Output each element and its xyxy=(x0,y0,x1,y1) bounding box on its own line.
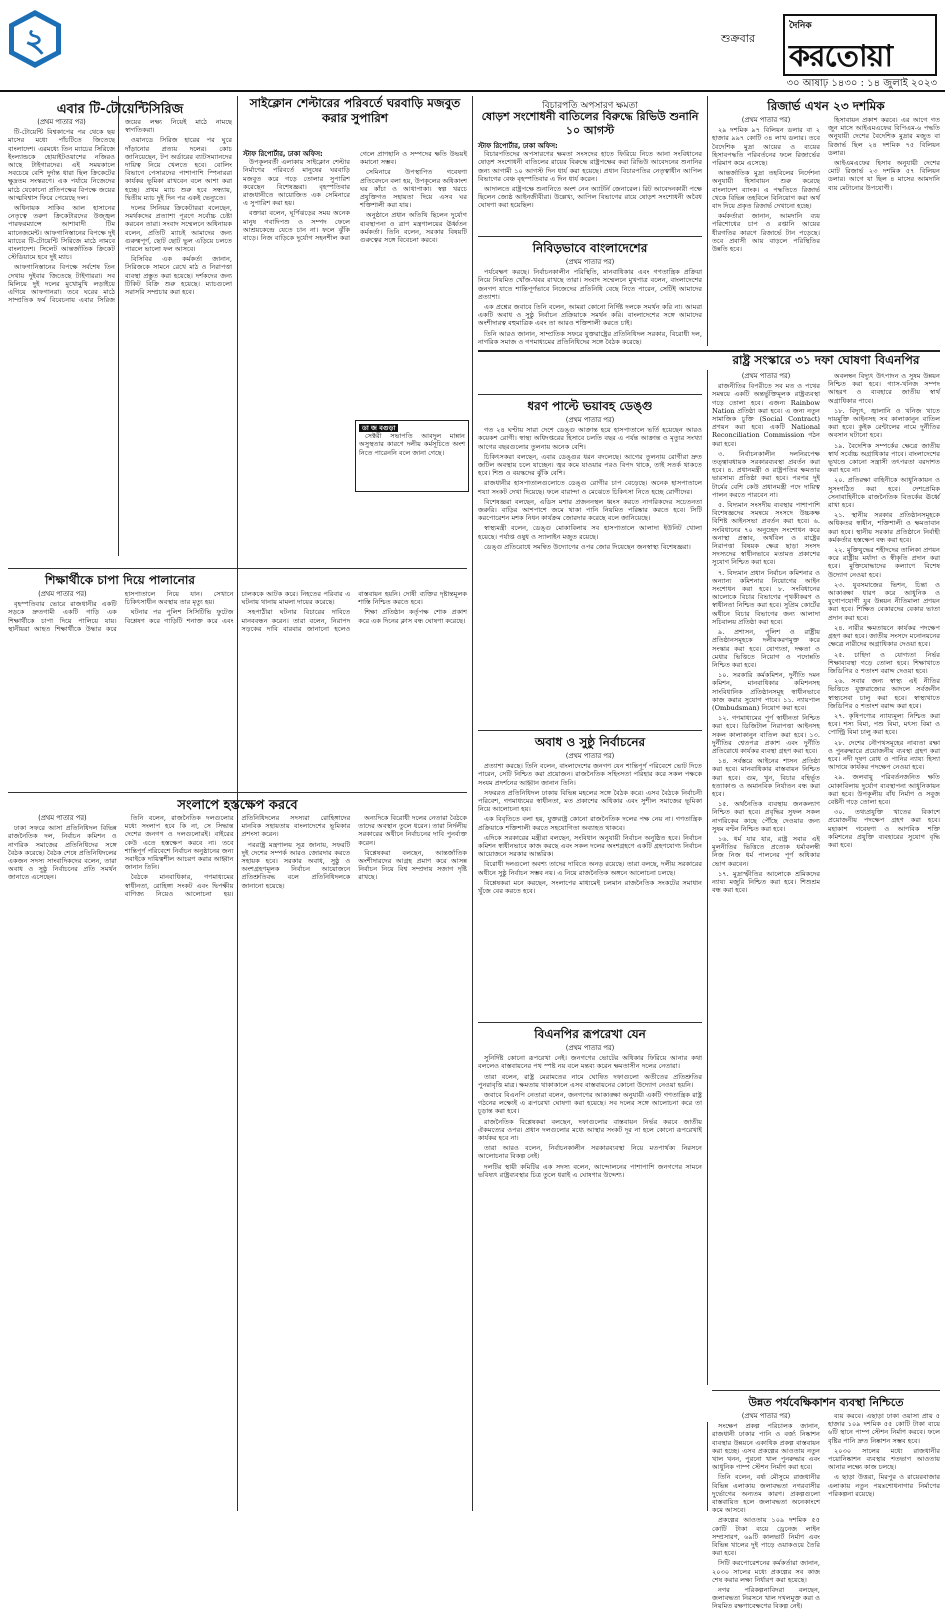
reform-paragraph: ১৪. সর্বস্তরে আইনের শাসন প্রতিষ্ঠা করা হবে। মানবাধিকার বাস্তবায়ন নিশ্চিত করা হবে। গুম, খুন, বিচার বহির্ভূত হত্যাকাণ্ড ও অমানবিক নির্যাতন বন্ধ করা হবে। xyxy=(712,757,820,798)
reserve-paragraph: হিসাবায়ন প্রকাশ করবে। এর আগে গত জুন মাসে আইএমএফের বিপিএম-৬ পদ্ধতি অনুযায়ী দেশের বৈদেশিক মুদ্রার মজুত বা রিজার্ভ ছিল ২৪ দশমিক ৭৫ বিলিয়ন ডলার। xyxy=(828,116,940,157)
reserve-continued: (প্রথম পাতার পর) xyxy=(741,116,791,124)
bogura-box xyxy=(355,420,469,492)
t20-paragraph: টি-টোয়েন্টি বিশ্বকাপের পর থেকে ছয় মাসের মধ্যে পাঁচটিতে জিতেছে বাংলাদেশ। এরমধ্যে তিন ম্যাচের সিরিজে ইংল্যান্ডকে হোয়াইটওয়াশের নজিরও আছে টাইগারদের। এই সময়কালে সবচেয়ে বেশি দুর্দান্ত ধারা ছিল ক্রিকেটের ক্ষুদ্রতম সংস্করণে। এক পর্যায়ে নিজেদের মাঠে যেকোনো প্রতিপক্ষের বিপক্ষে জয়ের আত্মবিশ্বাস ফিরে পেয়েছে দল। xyxy=(8,128,115,202)
reform-paragraph: ১৫. অর্থনৈতিক ব্যবস্থায় জনকল্যাণ নিশ্চিত করা হবে। প্রবৃদ্ধির সুফল সকল নাগরিকের কাছে পৌঁছে দেওয়ার জন্য সুষম বণ্টন নিশ্চিত করা হবে। xyxy=(712,800,820,833)
t20-paragraph: ওয়ানডে সিরিজ হারের পর ঘুরে দাঁড়ানোর প্রত্যয় দলের। কোচ জানিয়েছেন, টপ অর্ডারের ব্যাটসম্যানদের দায়িত্ব নিয়ে খেলতে হবে। বোলিং বিভাগে পেসারদের পাশাপাশি স্পিনাররা কার্যকর ভূমিকা রাখবেন বলে আশা করা হচ্ছে। প্রথম ম্যাচ শুরু হবে সন্ধ্যায়, দ্বিতীয় ম্যাচ দুই দিন পর একই ভেন্যুতে। xyxy=(125,136,232,202)
dengue-paragraph: গত ২৪ ঘণ্টায় সারা দেশে ডেঙ্গু আক্রান্ত হয়ে হাসপাতালে ভর্তি হয়েছেন আরও কয়েকশ রোগী। স্বাস্থ্য অধিদপ্তরের হিসাবে চলতি বছর এ পর্যন্ত আক্রান্ত ও মৃত্যুর সংখ্যা আগের বছরগুলোর তুলনায় অনেক বেশি। xyxy=(478,426,702,451)
t20-paragraph: আফগানিস্তানের বিপক্ষে সর্বশেষ তিন দেখায় দুইবার জিতেছে টাইগাররা। সব মিলিয়ে দুই দলের মুখোমুখি লড়াইয়ে এগিয়ে আফগানরা। তবে ঘরের মাঠে সাম্প্রতিক ফর্ম বিবেচনায় এবার সিরিজ জয়ের লক্ষ্য নিয়েই মাঠে নামছে স্বাগতিকরা। xyxy=(8,118,232,305)
dengue-paragraph: চিকিৎসকরা বলছেন, এবার ডেঙ্গুর ধরন বদলেছে। আগের তুলনায় রোগীরা দ্রুত জটিল অবস্থায় চলে যাচ্ছেন। জ্বর কমে যাওয়ার পরও বিপদ থাকে, তাই সতর্ক থাকতে হবে। শিশু ও বয়স্কদের ঝুঁকি বেশি। xyxy=(478,452,702,478)
bogura-text: সেক্টরী সভাপতি আবদুল মান্নান অসুস্থতার কারণে দলীয় কর্মসূচিতে অংশ নিতে পারেননি বলে জানা গেছে। xyxy=(359,432,465,457)
page-number: ২ xyxy=(24,21,46,59)
election-paragraph: এক বিবৃতিতে বলা হয়, যুক্তরাষ্ট্র কোনো রাজনৈতিক দলের পক্ষ নেয় না। গণতান্ত্রিক প্রক্রিয়াকে শক্তিশালী করতে সহযোগিতা অব্যাহত থাকবে। xyxy=(478,815,702,832)
reform-paragraph: ১৭. মুদ্রাস্ফীতির আলোকে শ্রমিকদের ন্যায্য মজুরি নিশ্চিত করা হবে। শিশুশ্রম বন্ধ করা হবে। xyxy=(712,869,820,895)
bnp-continued: (প্রথম পাতার পর) xyxy=(565,1044,615,1052)
dialogue-paragraph: বিশ্লেষকরা বলছেন, আন্তর্জাতিক অংশীদারদের আগ্রহ প্রমাণ করে আসন্ন নির্বাচন নিয়ে বিশ্ব সম্প্রদায় সজাগ দৃষ্টি রাখছে। xyxy=(358,848,467,882)
tourism-headline: উন্নত পর্যবেক্ষিকাশন ব্যবস্থা নিশ্চিতে xyxy=(748,1396,904,1409)
judiciary-article xyxy=(478,142,702,232)
dialogue-paragraph: ঢাকা সফরে আসা প্রতিনিধিদল বিভিন্ন রাজনৈতিক দল, নির্বাচন কমিশন ও নাগরিক সমাজের প্রতিনিধিদের সঙ্গে বৈঠক করেছে। বৈঠক শেষে প্রতিনিধিদলের একজন সদস্য সাংবাদিকদের বলেন, তারা অবাধ ও সুষ্ঠু নির্বাচনের প্রতি সমর্থন জানাতে এসেছেন। xyxy=(8,824,117,882)
student-paragraph: বৃহস্পতিবার ভোরে রাজধানীর একটি সড়কে দ্রুতগামী একটি গাড়ি এক শিক্ষার্থীকে চাপা দিয়ে পালিয়ে যায়। স্থানীয়রা আহত শিক্ষার্থীকে উদ্ধার করে হাসপাতালে নিয়ে যান। সেখানে চিকিৎসাধীন অবস্থায় তার মৃত্যু হয়। xyxy=(8,590,234,633)
reform-continued: (প্রথম পাতার পর) xyxy=(741,372,791,380)
bnp-article xyxy=(478,1044,702,1511)
column-divider xyxy=(707,370,708,1385)
reform-paragraph: ৭. বিদ্যমান প্রধান নির্বাচন কমিশনার ও অন্যান্য কমিশনার নিয়োগের আইন সংশোধন করা হবে। ৮. সংবিধানের আলোকে বিচার বিভাগের পৃথকীকরণ ও স্বাধীনতা নিশ্চিত করা হবে। সুপ্রিম কোর্টের অধীনে বিচার বিভাগের জন্য আলাদা সচিবালয় প্রতিষ্ঠা করা হবে। xyxy=(712,568,820,626)
election-article xyxy=(478,752,702,1014)
reform-article xyxy=(712,372,820,1384)
reform-article-cont xyxy=(828,372,940,1384)
bnp-paragraph: জবাবে বিএনপি নেতারা বলেন, জনগণের আকাঙ্ক্ষা অনুযায়ী একটি গণতান্ত্রিক রাষ্ট্র গঠনের লক্ষ্যেই এ রূপরেখা ঘোষণা করা হয়েছে। সব দলের সঙ্গে আলোচনা করে তা চূড়ান্ত করা হবে। xyxy=(478,1091,702,1116)
day-label: শুক্রবার xyxy=(720,32,755,45)
column-divider xyxy=(707,1422,708,1511)
reform-paragraph: ২৮. দেশের নৌপথসমূহের নাব্যতা রক্ষা ও পুনরুদ্ধারে প্রয়োজনীয় ব্যবস্থা গ্রহণ করা হবে। নদী দূষণ রোধ ও পানির ন্যায্য হিস্যা আদায়ে কার্যকর পদক্ষেপ নেওয়া হবে। xyxy=(828,738,940,772)
tourism-paragraph: ২০৩০ সালের মধ্যে রাজধানীর পয়োনিষ্কাশন ব্যবস্থার শতভাগ আওতায় আনার লক্ষ্যে কাজ চলছে। xyxy=(828,1446,940,1472)
reform-paragraph: ২৫. চাহিদা ও যোগ্যতা নির্ভর শিক্ষাব্যবস্থা গড়ে তোলা হবে। শিক্ষাখাতে জিডিপির ৫ শতাংশ বরাদ্দ দেওয়া হবে। xyxy=(828,650,940,675)
reserve-article-cont xyxy=(828,116,940,344)
reform-paragraph: ২১. স্থানীয় সরকার প্রতিষ্ঠানসমূহকে অধিকতর স্বাধীন, শক্তিশালী ও ক্ষমতাবান করা হবে। স্থানীয় সরকার প্রতিষ্ঠানে নির্বাহী কর্মকর্তার হস্তক্ষেপ বন্ধ করা হবে। xyxy=(828,511,940,544)
reform-paragraph: ২৭. কৃষিপণ্যের ন্যায্যমূল্য নিশ্চিত করা হবে। শস্য বিমা, পশু বিমা, মৎস্য বিমা ও পোল্ট্রি বিমা চালু করা হবে। xyxy=(828,711,940,737)
section-rule xyxy=(8,792,467,793)
t20-paragraph: অধিনায়ক সাকিব আল হাসানের নেতৃত্বে তরুণ ক্রিকেটারদের উজ্জ্বল পারফরম্যান্সে আশাবাদী টিম ম্যানেজমেন্ট। আফগানিস্তানের বিপক্ষে দুই ম্যাচের টি-টোয়েন্টি সিরিজে মাঠে নামবে বাংলাদেশ। সিলেট আন্তর্জাতিক ক্রিকেট স্টেডিয়ামে হবে দুই ম্যাচ। xyxy=(8,204,115,262)
reform-paragraph: ১০. সরকারি কর্মকমিশন, দুর্নীতি দমন কমিশন, মানবাধিকার কমিশনসহ সাংবিধানিক প্রতিষ্ঠানসমূহ স্বাধীনভাবে কাজ করার সুযোগ পাবে। ১১. ন্যায়পাল (Ombudsman) নিয়োগ করা হবে। xyxy=(712,671,820,712)
dialogue-headline: সংলাপে হস্তক্ষেপ করবে xyxy=(177,798,298,813)
tourism-article xyxy=(712,1412,820,1611)
section-rule xyxy=(478,1022,702,1023)
t20-article xyxy=(8,118,232,558)
dialogue-paragraph: পররাষ্ট্র মন্ত্রণালয় সূত্র জানায়, সফরটি দুই দেশের সম্পর্ক আরও জোরদার করতে সহায়ক হবে। সরকার অবাধ, সুষ্ঠু ও অংশগ্রহণমূলক নির্বাচন আয়োজনে প্রতিশ্রুতিবদ্ধ বলে প্রতিনিধিদলকে জানানো হয়েছে। xyxy=(241,840,351,890)
tourism-continued: (প্রথম পাতার পর) xyxy=(741,1412,791,1420)
column-divider xyxy=(707,96,708,346)
reform-headline: রাষ্ট্র সংস্কারে ৩১ দফা ঘোষণা বিএনপির xyxy=(732,353,920,367)
election-paragraph: প্রত্যাশা করছে। তিনি বলেন, বাংলাদেশের জনগণ যেন শান্তিপূর্ণ পরিবেশে ভোট দিতে পারেন, সেটি নিশ্চিত করা প্রয়োজন। রাজনৈতিক সহিংসতা পরিহার করে সকল পক্ষকে সংযম প্রদর্শনের আহ্বান জানান তিনি। xyxy=(478,762,702,787)
reform-paragraph: ২৬. সবার জন্য স্বাস্থ্য এই নীতির ভিত্তিতে যুক্তরাজ্যের আদলে সর্বজনীন স্বাস্থ্যসেবা চালু করা হবে। স্বাস্থ্যখাতে জিডিপির ৫ শতাংশ বরাদ্দ করা হবে। xyxy=(828,677,940,710)
bnp-paragraph: তারা বলেন, রাষ্ট্র মেরামতের নামে ঘোষিত দফাগুলো অতীতের প্রতিশ্রুতির পুনরাবৃত্তি মাত্র। ক্ষমতায় থাকাকালে এসব বাস্তবায়নের কোনো উদ্যোগ নেওয়া হয়নি। xyxy=(478,1072,702,1089)
dengue-paragraph: বিশেষজ্ঞরা বলছেন, এডিস মশার প্রজননস্থল ধ্বংস করতে নাগরিকদের সচেতনতা জরুরি। বাড়ির আশপাশে জমে থাকা পানি নিয়মিত পরিষ্কার করতে হবে। সিটি করপোরেশন মশক নিধন কার্যক্রম জোরদার করেছে বলে জানিয়েছে। xyxy=(478,497,702,523)
reform-paragraph: ৩০. তথ্যপ্রযুক্তি খাতের বিকাশে প্রয়োজনীয় পদক্ষেপ গ্রহণ করা হবে। মহাকাশ গবেষণা ও আণবিক শক্তি কমিশনের প্রযুক্তি ব্যবহারের সুযোগ বৃদ্ধি করা হবে। xyxy=(828,808,940,849)
judiciary-paragraph: আদালতে রাষ্ট্রপক্ষে শুনানিতে অংশ নেন অ্যাটর্নি জেনারেল। রিট আবেদনকারী পক্ষে ছিলেন জ্যেষ্ঠ আইনজীবীরা। উল্লেখ্য, আপিল বিভাগের রায়ে ষোড়শ সংশোধনী অবৈধ ঘোষণা করা হয়েছিল। xyxy=(478,185,702,210)
dialogue-continued: (প্রথম পাতার পর) xyxy=(38,814,87,822)
paper-logo xyxy=(783,14,937,76)
reform-paragraph: ২৯. জলবায়ু পরিবর্তনজনিত ক্ষতি মোকাবিলায় দুর্যোগ ব্যবস্থাপনা আধুনিকায়ন করা হবে। উপকূলীয় বাঁধ নির্মাণ ও সবুজ বেষ্টনী গড়ে তোলা হবে। xyxy=(828,773,940,806)
bangladesh-paragraph: পর্যবেক্ষণ করছে। নির্বাচনকালীন পরিস্থিতি, মানবাধিকার এবং গণতান্ত্রিক প্রক্রিয়া নিয়ে নিয়মিত খোঁজ-খবর রাখছে তারা। সংবাদ সম্মেলনে মুখপাত্র বলেন, বাংলাদেশের জনগণ যাতে শান্তিপূর্ণভাবে নিজেদের প্রতিনিধি বেছে নিতে পারেন, সেটিই আমাদের প্রত্যাশা। xyxy=(478,268,702,301)
election-paragraph: বিরোধী দলগুলো অবশ্য তাদের দাবিতে অনড় রয়েছে। তারা বলছে, দলীয় সরকারের অধীনে সুষ্ঠু নির্বাচন সম্ভব নয়। এ নিয়ে রাজনৈতিক অঙ্গনে আলোচনা চলছে। xyxy=(478,860,702,877)
paper-name: করতোয়া xyxy=(789,39,893,74)
page-number-badge xyxy=(4,8,66,70)
reserve-paragraph: আন্তর্জাতিক মুদ্রা তহবিলের নির্দেশনা অনুযায়ী হিসাবায়ন শুরু করেছে বাংলাদেশ ব্যাংক। এ পদ্ধতিতে রিজার্ভ থেকে বিভিন্ন তহবিলে বিনিয়োগ করা অর্থ বাদ দিয়ে প্রকৃত রিজার্ভ দেখানো হচ্ছে। xyxy=(712,169,820,211)
student-headline: শিক্ষার্থীকে চাপা দিয়ে পালানোর xyxy=(44,573,195,587)
judiciary-paragraph: বিচারপতিদের অপসারণের ক্ষমতা সংসদের হাতে ফিরিয়ে নিতে আনা সংবিধানের ষোড়শ সংশোধনী বাতিলের রায়ের বিরুদ্ধে রাষ্ট্রপক্ষের করা রিভিউ আবেদনের শুনানির জন্য আগামী ১০ আগস্ট দিন ধার্য করা হয়েছে। প্রধান বিচারপতির নেতৃত্বাধীন আপিল বিভাগের বেঞ্চ বৃহস্পতিবার এ দিন ধার্য করেন। xyxy=(478,150,702,183)
judiciary-headline: ষোড়শ সংশোধনী বাতিলের বিরুদ্ধে রিভিউ শুনানি ১০ আগস্ট xyxy=(481,110,699,137)
bnp-paragraph: সুনির্দিষ্ট কোনো রূপরেখা নেই। জনগণের ভোটের অধিকার ফিরিয়ে আনার কথা বললেও বাস্তবায়নের পথ স্পষ্ট নয় বলে মন্তব্য করেন ক্ষমতাসীন দলের নেতারা। xyxy=(478,1054,702,1071)
tourism-paragraph: প্রকল্পের আওতায় ১০৯ দশমিক ৫৫ কোটি টাকা ব্যয়ে ড্রেনেজ লাইন সম্প্রসারণ, ৬৯টি কালভার্ট নির্মাণ এবং বিভিন্ন খালের দুই পাড়ে ওয়াকওয়ে তৈরি করা হবে। xyxy=(712,1516,820,1558)
cyclone-paragraph: বক্তারা বলেন, ঘূর্ণিঝড়ের সময় অনেক মানুষ গবাদিপশু ও সম্পদ ফেলে আশ্রয়কেন্দ্রে যেতে চান না। ফলে ঝুঁকি বাড়ে। নিজ বাড়িকে দুর্যোগ সহনশীল করা গেলে প্রাণহানি ও সম্পদের ক্ষতি উভয়ই কমানো সম্ভব। xyxy=(243,150,467,243)
judiciary-byline: স্টাফ রিপোর্টার, ঢাকা অফিস: xyxy=(478,142,558,150)
masthead-rule xyxy=(0,90,945,92)
tourism-paragraph: ব্যয় করবে। এছাড়া ঢাকা ওয়াসা প্রায় ৫ হাজার ১০৯ দশমিক ৫৫ কোটি টাকা ব্যয়ে ৬টি স্থানে পাম্প স্টেশন নির্মাণ করবে। ফলে বৃষ্টির পানি দ্রুত নিষ্কাশন সম্ভব হবে। xyxy=(828,1412,940,1445)
election-headline: অবাধ ও সুষ্ঠু নির্বাচনের xyxy=(534,735,646,749)
column-divider xyxy=(472,96,473,1511)
dialogue-paragraph: বৈঠকে মানবাধিকার, গণমাধ্যমের স্বাধীনতা, রোহিঙ্গা সংকট এবং দ্বিপক্ষীয় বাণিজ্য নিয়েও আলোচনা হয়। প্রতিনিধিদলের সদস্যরা রোহিঙ্গাদের মানবিক সহায়তায় বাংলাদেশের ভূমিকার প্রশংসা করেন। xyxy=(124,814,351,898)
cyclone-headline: সাইক্লোন শেল্টারের পরিবর্তে ঘরবাড়ি মজবুত করার সুপারিশ xyxy=(249,96,461,125)
masthead xyxy=(0,0,945,88)
t20-continued: (প্রথম পাতার পর) xyxy=(37,118,86,126)
reform-paragraph: ১২. গণমাধ্যমের পূর্ণ স্বাধীনতা নিশ্চিত করা হবে। ডিজিটাল নিরাপত্তা আইনসহ সকল কালাকানুন বাতিল করা হবে। ১৩. দুর্নীতির শ্বেতপত্র প্রকাশ এবং দুর্নীতি প্রতিরোধে কার্যকর ব্যবস্থা গ্রহণ করা হবে। xyxy=(712,714,820,755)
reserve-paragraph: কর্মকর্তারা জানান, আমদানি ব্যয় পরিশোধের চাপ ও রপ্তানি আয়ের ধীরগতির কারণে রিজার্ভে টান পড়েছে। তবে প্রবাসী আয় বাড়লে পরিস্থিতির উন্নতি হবে। xyxy=(712,212,820,254)
section-rule xyxy=(478,730,702,731)
bnp-paragraph: তারা আরও বলেন, নির্বাচনকালীন সরকারব্যবস্থা নিয়ে মতপার্থক্য নিরসনে আলোচনার বিকল্প নেই। xyxy=(478,1144,702,1161)
section-rule xyxy=(478,394,702,395)
cyclone-paragraph: উপকূলবর্তী এলাকায় সাইক্লোন শেল্টার নির্মাণের পরিবর্তে মানুষের ঘরবাড়ি মজবুত করে গড়ে তোলার সুপারিশ করেছেন বিশেষজ্ঞরা। বৃহস্পতিবার রাজধানীতে আয়োজিত এক সেমিনারে এ সুপারিশ করা হয়। xyxy=(243,158,350,208)
bnp-paragraph: রাজনৈতিক বিশ্লেষকরা বলছেন, দফাগুলোর বাস্তবায়ন নির্ভর করবে জাতীয় ঐকমত্যের ওপর। প্রধান দলগুলোর মধ্যে আস্থার সংকট দূর না হলে কোনো রূপরেখাই কার্যকর হবে না। xyxy=(478,1117,702,1143)
tourism-paragraph: সংক্ষেপ প্রকল্প পরিচালক জানান, রাজধানী ঢাকার পানি ও বর্জ্য নিষ্কাশন ব্যবস্থার উন্নয়নে একাধিক প্রকল্প বাস্তবায়ন করা হচ্ছে। এসব প্রকল্পের আওতায় নতুন খাল খনন, পুরনো খাল পুনরুদ্ধার এবং আধুনিক পাম্প স্টেশন নির্মাণ করা হবে। xyxy=(712,1422,820,1472)
election-continued: (প্রথম পাতার পর) xyxy=(565,752,615,760)
tourism-paragraph: নগর পরিকল্পনাবিদরা বলছেন, জলাবদ্ধতা নিরসনে খাল দখলমুক্ত করা ও নিয়মিত রক্ষণাবেক্ষণের বিকল্প নেই। xyxy=(712,1586,820,1611)
reform-paragraph: রাজনীতির বিপরীতে সব মত ও পথের সমন্বয়ে একটি অন্তর্ভুক্তিমূলক রাষ্ট্রব্যবস্থা গড়ে তোলা হবে। এজন্য Rainbow Nation প্রতিষ্ঠা করা হবে। এ জন্য নতুন সামাজিক চুক্তি (Social Contract) প্রণয়ন করা হবে। একটি National Reconciliation Commission গঠন করা হবে। xyxy=(712,382,820,448)
bnp-paragraph: দলটির স্থায়ী কমিটির এক সদস্য বলেন, আন্দোলনের পাশাপাশি জনগণের সামনে ভবিষ্যৎ রাষ্ট্রব্যবস্থার চিত্র তুলে ধরাই এ ঘোষণার উদ্দেশ্য। xyxy=(478,1162,702,1179)
reserve-paragraph: ২৯ দশমিক ৯৭ বিলিয়ন ডলার বা ২ হাজার ৯৯৭ কোটি ৩৪ লাখ ডলার। তবে বৈদেশিক মুদ্রা আয়ের ও ব্যয়ের হিসাবপদ্ধতি পরিবর্তনের ফলে রিজার্ভের পরিমাণ কমে এসেছে। xyxy=(712,126,820,168)
dengue-paragraph: রাজধানীর হাসপাতালগুলোতে ডেঙ্গু রোগীর চাপ বেড়েছে। অনেক হাসপাতালে শয্যা সংকট দেখা দিয়েছে। ফলে বারান্দা ও মেঝেতে চিকিৎসা নিতে হচ্ছে রোগীদের। xyxy=(478,479,702,496)
dengue-headline: ধরণ পাল্টে ভয়াবহ ডেঙ্গু xyxy=(527,399,653,413)
reform-paragraph: ২২. মুক্তিযুদ্ধের শহীদদের তালিকা প্রণয়ন করে রাষ্ট্রীয় মর্যাদা ও স্বীকৃতি প্রদান করা হবে। মুক্তিযোদ্ধাদের কল্যাণে বিশেষ উদ্যোগ নেওয়া হবে। xyxy=(828,546,940,579)
section-rule xyxy=(8,568,467,569)
t20-paragraph: দলের সিনিয়র ক্রিকেটাররা বলেছেন, সমর্থকদের প্রত্যাশা পূরণে সর্বোচ্চ চেষ্টা করবেন তারা। সংবাদ সম্মেলনে অধিনায়ক বলেন, প্রতিটি ম্যাচই আমাদের জন্য গুরুত্বপূর্ণ, ছোট ছোট ভুল এড়িয়ে চলতে পারলে ভালো ফল আসবে। xyxy=(125,204,232,254)
reform-paragraph: ৯. প্রশাসন, পুলিশ ও রাষ্ট্রীয় প্রতিষ্ঠানসমূহকে দলীয়করণমুক্ত করে সংস্কার করা হবে। যোগ্যতা, দক্ষতা ও মেধার ভিত্তিতে নিয়োগ ও পদোন্নতি নিশ্চিত করা হবে। xyxy=(712,628,820,669)
election-paragraph: সফররত প্রতিনিধিদল ঢাকায় বিভিন্ন মহলের সঙ্গে বৈঠক করে। এসব বৈঠকে নির্বাচনী পরিবেশ, গণমাধ্যমের স্বাধীনতা, মত প্রকাশের অধিকার এবং সুশীল সমাজের ভূমিকা নিয়ে আলোচনা হয়। xyxy=(478,788,702,814)
section-rule xyxy=(478,236,702,237)
section-rule xyxy=(712,1390,940,1391)
bangladesh-headline: নিবিড়ভাবে বাংলাদেশের xyxy=(532,241,648,255)
election-paragraph: এদিকে সরকারের মন্ত্রীরা বলছেন, সংবিধান অনুযায়ী নির্বাচন অনুষ্ঠিত হবে। নির্বাচন কমিশন স্বাধীনভাবে কাজ করছে এবং সকল দলের অংশগ্রহণে একটি গ্রহণযোগ্য নির্বাচন আয়োজনে সরকার আন্তরিক। xyxy=(478,833,702,859)
student-paragraph: শিক্ষা প্রতিষ্ঠান কর্তৃপক্ষ শোক প্রকাশ করে এক দিনের ক্লাস বন্ধ ঘোষণা করেছে। xyxy=(358,608,467,625)
cyclone-byline: স্টাফ রিপোর্টার, ঢাকা অফিস: xyxy=(243,150,323,158)
reserve-headline: রিজার্ভ এখন ২৩ দশমিক xyxy=(767,99,885,113)
judiciary-kicker: বিচারপতি অপসারণ ক্ষমতা xyxy=(542,101,638,111)
student-continued: (প্রথম পাতার পর) xyxy=(38,590,87,598)
reform-paragraph: ১৮. বিদ্যুৎ, জ্বালানি ও খনিজ খাতে দায়মুক্তি আইনসহ সব কালাকানুন বাতিল করা হবে। কুইক রেন্টালের নামে দুর্নীতির অবসান ঘটানো হবে। xyxy=(828,406,940,440)
reform-paragraph: ২৪. নারীর ক্ষমতায়নে কার্যকর পদক্ষেপ গ্রহণ করা হবে। জাতীয় সংসদে মনোনয়নের ক্ষেত্রে নারীদের অগ্রাধিকার দেওয়া হবে। xyxy=(828,623,940,649)
cyclone-article xyxy=(243,150,467,630)
dengue-article xyxy=(478,416,702,722)
dengue-paragraph: স্বাস্থ্যমন্ত্রী বলেন, ডেঙ্গু মোকাবিলায় সব হাসপাতালে আলাদা ইউনিট খোলা হয়েছে। পর্যাপ্ত ওষুধ ও স্যালাইন মজুত রয়েছে। xyxy=(478,524,702,541)
dengue-continued: (প্রথম পাতার পর) xyxy=(565,416,615,424)
dengue-paragraph: ডেঙ্গু প্রতিরোধে সমন্বিত উদ্যোগের ওপর জোর দিয়েছেন জনস্বাস্থ্য বিশেষজ্ঞরা। xyxy=(484,542,691,551)
cyclone-paragraph: সেমিনারে উপস্থাপিত গবেষণা প্রতিবেদনে বলা হয়, উপকূলের অধিকাংশ ঘর কাঁচা ও আধাপাকা। স্বল্প খরচে প্রযুক্তিগত সহায়তা দিয়ে এসব ঘর শক্তিশালী করা যায়। xyxy=(360,168,467,210)
reform-paragraph: ২৩. যুবসমাজের ভিশন, চিন্তা ও আকাঙ্ক্ষা ধারণ করে আধুনিক ও যুগোপযোগী যুব উন্নয়ন নীতিমালা প্রণয়ন করা হবে। শিক্ষিত বেকারদের বেকার ভাতা প্রদান করা হবে। xyxy=(828,580,940,622)
tourism-article-cont xyxy=(828,1412,940,1511)
bangladesh-article xyxy=(478,258,702,390)
election-paragraph: বিশ্লেষকরা মনে করছেন, সংলাপের মাধ্যমেই চলমান রাজনৈতিক সংকটের সমাধান খুঁজে বের করতে হবে। xyxy=(478,878,702,896)
bangladesh-paragraph: এক প্রশ্নের জবাবে তিনি বলেন, আমরা কোনো নির্দিষ্ট দলকে সমর্থন করি না। আমরা একটি অবাধ ও সুষ্ঠু নির্বাচন প্রক্রিয়াকে সমর্থন করি। বাংলাদেশের সঙ্গে আমাদের অংশীদারত্ব বহুমাত্রিক এবং তা আরও শক্তিশালী করতে চাই। xyxy=(478,303,702,328)
reserve-paragraph: আইএমএফের হিসাব অনুযায়ী দেশের মোট রিজার্ভ ২৩ দশমিক ৫৭ বিলিয়ন ডলার। আগে যা ছিল ৪ মাসের আমদানি ব্যয় মেটানোর উপযোগী। xyxy=(828,159,940,192)
tourism-paragraph: সিটি করপোরেশনের কর্মকর্তারা জানান, ২০৩০ সালের মধ্যে প্রকল্পের সব কাজ শেষ করার লক্ষ্য নির্ধারণ করা হয়েছে। xyxy=(712,1559,820,1584)
dateline: ৩০ আষাঢ় ১৪৩০ : ১৪ জুলাই ২০২৩ xyxy=(786,78,937,89)
reform-paragraph: ৫. বিদ্যমান সংসদীয় ব্যবস্থার পাশাপাশি বিশেষজ্ঞদের সমন্বয়ে সংসদে উচ্চকক্ষ বিশিষ্ট আইনসভা প্রবর্তন করা হবে। ৬. সংবিধানের ৭০ অনুচ্ছেদ সংশোধন করে অনাস্থা প্রস্তাব, অর্থবিল ও রাষ্ট্রের নিরাপত্তা বিষয়ক ক্ষেত্র ছাড়া সংসদ সদস্যদের স্বাধীনভাবে মতামত প্রকাশের সুযোগ নিশ্চিত করা হবে। xyxy=(712,501,820,567)
cyclone-paragraph: অনুষ্ঠানে প্রধান অতিথি ছিলেন দুর্যোগ ব্যবস্থাপনা ও ত্রাণ মন্ত্রণালয়ের ঊর্ধ্বতন কর্মকর্তা। তিনি বলেন, সরকার বিষয়টি গুরুত্বের সঙ্গে বিবেচনা করবে। xyxy=(360,211,467,245)
bogura-label: ডা জ বগুড়া xyxy=(359,424,398,432)
t20-paragraph: বিসিবির এক কর্মকর্তা জানান, সিরিজকে সামনে রেখে মাঠ ও নিরাপত্তা ব্যবস্থা প্রস্তুত করা হয়েছে। দর্শকদের জন্য টিকিট বিক্রি শুরু হয়েছে। ম্যাচগুলো সরাসরি সম্প্রচার করা হবে। xyxy=(125,255,232,297)
dialogue-article xyxy=(8,814,467,1511)
student-article xyxy=(8,590,467,786)
reform-paragraph: ৩. নির্বাচনকালীন দলনিরপেক্ষ তত্ত্বাবধায়ক সরকারব্যবস্থা প্রবর্তন করা হবে। ৪. প্রধানমন্ত্রী ও রাষ্ট্রপতির ক্ষমতার ভারসাম্য প্রতিষ্ঠা করা হবে। পরপর দুই টার্মের বেশি কেউ প্রধানমন্ত্রী পদে দায়িত্ব পালন করতে পারবেন না। xyxy=(712,449,820,499)
bangladesh-paragraph: তিনি আরও জানান, সাম্প্রতিক সফরে যুক্তরাষ্ট্রের প্রতিনিধিদল সরকার, বিরোধী দল, নাগরিক সমাজ ও গণমাধ্যমের প্রতিনিধিদের সঙ্গে বৈঠক করেছে। xyxy=(478,329,702,346)
reform-paragraph: ২০. প্রতিরক্ষা বাহিনীকে আধুনিকায়ন ও সুসংগঠিত করা হবে। দেশপ্রেমিক সেনাবাহিনীকে রাজনৈতিক বিতর্কের ঊর্ধ্বে রাখা হবে। xyxy=(828,476,940,510)
reform-paragraph: ১৬. ধর্ম যার যার, রাষ্ট্র সবার এই মূলনীতির ভিত্তিতে প্রত্যেক ধর্মাবলম্বী নিজ নিজ ধর্ম পালনের পূর্ণ অধিকার ভোগ করবেন। xyxy=(712,834,820,868)
paper-name-small: দৈনিক xyxy=(789,21,812,31)
student-paragraph: সহপাঠীরা ঘটনার বিচারের দাবিতে মানববন্ধন করেন। তারা বলেন, নিরাপদ সড়কের দাবি বারবার জানানো হলেও বাস্তবায়ন হয়নি। দোষী ব্যক্তির দৃষ্টান্তমূলক শাস্তি নিশ্চিত করতে হবে। xyxy=(241,590,467,633)
t20-headline: এবার টি-টোয়েন্টিসিরিজ xyxy=(56,102,184,117)
bnp-headline: বিএনপির রূপরেখা যেন xyxy=(534,1027,646,1041)
reform-paragraph: ১৯. বৈদেশিক সম্পর্কের ক্ষেত্রে জাতীয় স্বার্থ সর্বোচ্চ অগ্রাধিকার পাবে। বাংলাদেশের ভূখণ্ডে কোনো সন্ত্রাসী তৎপরতা বরদাশত করা হবে না। xyxy=(828,441,940,475)
reserve-article xyxy=(712,116,820,344)
tourism-paragraph: তিনি বলেন, বর্ষা মৌসুমে রাজধানীর বিভিন্ন এলাকায় জলাবদ্ধতা নগরবাসীর দুর্ভোগের অন্যতম কারণ। প্রকল্পগুলো বাস্তবায়িত হলে জলাবদ্ধতা অনেকাংশে কমে আসবে। xyxy=(712,1473,820,1515)
student-paragraph: ঘটনার পর পুলিশ সিসিটিভি ফুটেজ বিশ্লেষণ করে গাড়িটি শনাক্ত করে এবং চালককে আটক করে। নিহতের পরিবার এ ঘটনায় থানায় মামলা দায়ের করেছে। xyxy=(124,590,351,625)
dialogue-paragraph: তিনি বলেন, রাজনৈতিক দলগুলোর মধ্যে সংলাপ হবে কি না, সে সিদ্ধান্ত দেশের জনগণ ও দলগুলোরই। বাইরের কেউ এতে হস্তক্ষেপ করবে না। তবে শান্তিপূর্ণ পরিবেশে নির্বাচন অনুষ্ঠানের জন্য সবাইকে দায়িত্বশীল আচরণ করার আহ্বান জানান তিনি। xyxy=(124,814,234,872)
bangladesh-continued: (প্রথম পাতার পর) xyxy=(565,258,615,266)
tourism-paragraph: এ ছাড়া উত্তরা, মিরপুর ও রায়েরবাজার এলাকায় নতুন পয়ঃশোধনাগার নির্মাণের পরিকল্পনা রয়েছে। xyxy=(828,1473,940,1498)
dialogue-paragraph: অন্যদিকে বিরোধী দলের নেতারা বৈঠকে তাদের অবস্থান তুলে ধরেন। তারা নির্দলীয় সরকারের অধীনে নির্বাচনের দাবি পুনর্ব্যক্ত করেন। xyxy=(358,814,467,847)
reform-paragraph: অবলম্বন বিদ্যুৎ উৎপাদন ও সুষম উন্নয়ন নিশ্চিত করা হবে। গ্যাস-খনিজ সম্পদ আহরণ ও ব্যবহারে জাতীয় স্বার্থ অগ্রাধিকার পাবে। xyxy=(828,372,940,405)
